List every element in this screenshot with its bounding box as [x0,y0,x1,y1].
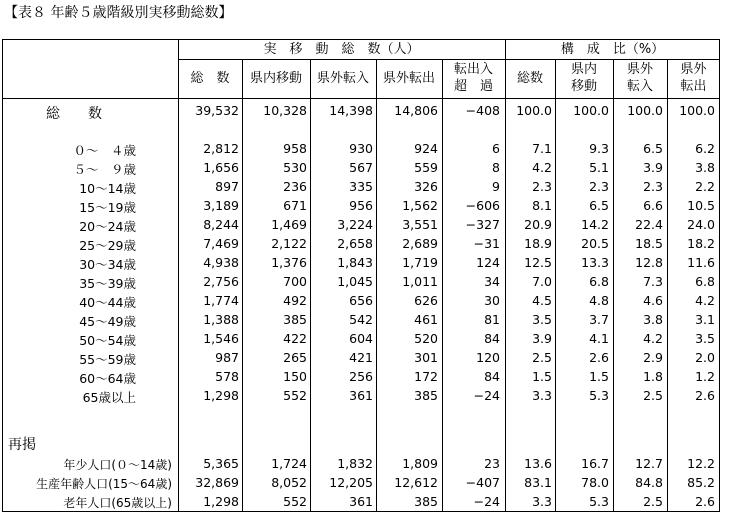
table-cell: −327 [465,217,500,232]
table-cell: 1,724 [271,456,307,471]
column-header-line: 転入 [626,79,653,94]
column-header-line: 県内 [570,62,597,77]
table-cell: 12.2 [687,456,715,471]
table-cell: 14,398 [329,103,373,118]
row-label-population-group: 生産年齢人口(15～64歳) [36,477,172,491]
row-label-age: 25～29歳 [79,238,136,253]
table-cell: 4.6 [643,293,663,308]
table-cell: 2.2 [695,179,715,194]
table-cell: 1.5 [532,369,552,384]
table-cell: 6.5 [589,198,609,213]
table-cell: 2.3 [643,179,663,194]
table-cell: 2.5 [643,494,663,509]
table-cell: 4,938 [203,255,239,270]
table-cell: 23 [484,456,500,471]
table-cell: 7.1 [532,141,552,156]
row-label-age: 10～14歳 [79,181,136,196]
table-cell: 10.5 [687,198,715,213]
table-cell: 385 [414,494,438,509]
table-cell: 1,656 [203,160,239,175]
table-cell: 150 [283,369,307,384]
table-cell: 3.9 [643,160,663,175]
table-cell: 626 [414,293,438,308]
table-cell: 2.6 [695,494,715,509]
table-cell: 6.2 [695,141,715,156]
table-cell: 5.1 [589,160,609,175]
table-cell: 6 [492,141,500,156]
table-cell: 361 [349,388,373,403]
table-cell: 4.1 [589,331,609,346]
table-cell: 22.4 [635,217,663,232]
table-cell: 2.3 [589,179,609,194]
header-group-movement: 実 移 動 総 数（人） [263,42,420,57]
table-cell: 4.2 [532,160,552,175]
table-cell: 124 [476,255,500,270]
table-cell: 1,562 [402,198,438,213]
table-cell: 8,244 [203,217,239,232]
table-cell: 3.8 [695,160,715,175]
table-cell: 958 [283,141,307,156]
table-cell: 552 [283,388,307,403]
table-cell: 2.9 [643,350,663,365]
header-group-divider [178,59,720,60]
table-cell: −606 [465,198,500,213]
table-cell: 8 [492,160,500,175]
table-cell: 2,756 [203,274,239,289]
table-cell: 2.6 [695,388,715,403]
table-cell: 1.5 [589,369,609,384]
table-cell: 2.3 [532,179,552,194]
header-bottom-divider [2,98,720,99]
table-cell: 8.1 [532,198,552,213]
table-cell: 20.9 [524,217,552,232]
table-cell: 16.7 [581,456,609,471]
table-cell: 5.3 [589,494,609,509]
table-cell: 14,806 [394,103,438,118]
table-cell: −24 [473,494,500,509]
table-cell: 3.5 [532,312,552,327]
table-cell: 326 [414,179,438,194]
table-cell: 1,388 [203,312,239,327]
table-cell: 924 [414,141,438,156]
table-cell: 2,812 [203,141,239,156]
table-cell: 256 [349,369,373,384]
table-cell: 100.0 [679,103,715,118]
table-cell: 1,719 [402,255,438,270]
table-cell: 335 [349,179,373,194]
column-header [613,61,667,95]
table-cell: −408 [465,103,500,118]
table-cell: 1,298 [203,388,239,403]
row-label-age: 65歳以上 [82,390,136,405]
table-cell: 301 [414,350,438,365]
row-label-age: 50～54歳 [79,333,136,348]
table-cell: 7.0 [532,274,552,289]
table-cell: 3.7 [589,312,609,327]
table-cell: 2,689 [402,236,438,251]
table-cell: 559 [414,160,438,175]
column-header: 県外転出 [382,71,435,86]
table-cell: 18.5 [635,236,663,251]
table-cell: 3.8 [643,312,663,327]
table-cell: 84 [484,369,500,384]
table-cell: 987 [215,350,239,365]
table-cell: 13.3 [581,255,609,270]
table-cell: 18.9 [524,236,552,251]
table-cell: 39,532 [195,103,239,118]
column-header [442,61,505,95]
row-label-age: 55～59歳 [79,352,136,367]
table-cell: 385 [414,388,438,403]
table-cell: 6.8 [695,274,715,289]
table-cell: 85.2 [687,475,715,490]
row-label-population-group: 年少人口(０～14歳) [63,458,172,472]
table-cell: 11.6 [687,255,715,270]
table-cell: 5,365 [203,456,239,471]
table-cell: 6.5 [643,141,663,156]
column-header-line: 転出入 [453,62,493,77]
table-cell: 492 [283,293,307,308]
table-title: 【表８ 年齢５歳階級別実移動総数】 [4,5,233,21]
table-cell: 10,328 [263,103,307,118]
table-cell: 2.5 [643,388,663,403]
table-cell: 567 [349,160,373,175]
table-cell: 3,224 [337,217,373,232]
table-cell: 461 [414,312,438,327]
row-label-age: ０～ ４歳 [73,143,136,158]
table-cell: 172 [414,369,438,384]
table-cell: 897 [215,179,239,194]
table-cell: 542 [349,312,373,327]
table-cell: 1,298 [203,494,239,509]
table-cell: 1,469 [271,217,307,232]
table-cell: 2,658 [337,236,373,251]
table-cell: 4.2 [643,331,663,346]
table-cell: 30 [484,293,500,308]
table-cell: 18.2 [687,236,715,251]
table-cell: 3.3 [532,494,552,509]
row-label-age: 20～24歳 [79,219,136,234]
table-cell: 6.6 [643,198,663,213]
table-cell: 4.5 [532,293,552,308]
row-label-age: 60～64歳 [79,371,136,386]
table-cell: 24.0 [687,217,715,232]
table-cell: 1,843 [337,255,373,270]
column-header-line: 転出 [680,79,707,94]
column-header: 総 数 [190,71,230,86]
table-cell: 81 [484,312,500,327]
table-cell: 5.3 [589,388,609,403]
table-cell: 1,011 [402,274,438,289]
table-cell: 13.6 [524,456,552,471]
column-header-line: 移動 [570,79,597,94]
table-cell: 1,809 [402,456,438,471]
table-cell: 421 [349,350,373,365]
row-label-total: 総 数 [46,106,102,122]
row-label-population-group: 老年人口(65歳以上) [63,496,172,510]
table-cell: 4.2 [695,293,715,308]
table-cell: 671 [283,198,307,213]
table-cell: 700 [283,274,307,289]
table-cell: 83.1 [524,475,552,490]
column-header: 県外転入 [316,71,369,86]
column-header-line: 超 過 [453,79,493,94]
table-cell: 84 [484,331,500,346]
table-cell: 3.9 [532,331,552,346]
table-cell: 7.3 [643,274,663,289]
table-cell: 32,869 [195,475,239,490]
table-cell: 2.0 [695,350,715,365]
table-cell: 552 [283,494,307,509]
row-label-age: 35～39歳 [79,276,136,291]
table-cell: 12.7 [635,456,663,471]
table-cell: 12,205 [329,475,373,490]
table-cell: 604 [349,331,373,346]
row-label-age: ５～ ９歳 [73,162,136,177]
row-label-age: 45～49歳 [79,314,136,329]
row-label-age: 15～19歳 [79,200,136,215]
table-cell: 236 [283,179,307,194]
table-cell: 12.8 [635,255,663,270]
table-cell: 956 [349,198,373,213]
section-heading-restated: 再掲 [8,437,36,453]
table-cell: 9 [492,179,500,194]
table-cell: 385 [283,312,307,327]
table-cell: 3.5 [695,331,715,346]
column-header: 県内移動 [249,71,302,86]
table-cell: 265 [283,350,307,365]
table-cell: −24 [473,388,500,403]
table-cell: 1.2 [695,369,715,384]
table-cell: 6.8 [589,274,609,289]
table-cell: 1,045 [337,274,373,289]
header-group-ratio: 構 成 比（%） [560,42,665,57]
table-cell: 9.3 [589,141,609,156]
table-cell: 3.3 [532,388,552,403]
table-cell: 3.1 [695,312,715,327]
table-cell: 656 [349,293,373,308]
table-cell: 100.0 [627,103,663,118]
table-cell: −407 [465,475,500,490]
column-header-line: 県外 [626,62,653,77]
table-cell: 12.5 [524,255,552,270]
table-cell: 578 [215,369,239,384]
table-cell: 8,052 [271,475,307,490]
table-cell: 2.5 [532,350,552,365]
table-cell: 1,774 [203,293,239,308]
table-cell: 530 [283,160,307,175]
table-cell: 7,469 [203,236,239,251]
table-cell: 930 [349,141,373,156]
table-cell: 78.0 [581,475,609,490]
table-cell: 84.8 [635,475,663,490]
row-label-age: 40～44歳 [79,295,136,310]
table-cell: 422 [283,331,307,346]
table-cell: 1,832 [337,456,373,471]
table-cell: 4.8 [589,293,609,308]
table-cell: 3,189 [203,198,239,213]
row-label-age: 30～34歳 [79,257,136,272]
table-cell: 14.2 [581,217,609,232]
table-cell: 12,612 [394,475,438,490]
table-cell: 34 [484,274,500,289]
table-cell: 120 [476,350,500,365]
table-cell: 2,122 [271,236,307,251]
table-cell: 20.5 [581,236,609,251]
table-cell: −31 [473,236,500,251]
column-header [555,61,613,95]
table-cell: 1,376 [271,255,307,270]
column-header: 総数 [516,71,543,86]
table-cell: 520 [414,331,438,346]
table-cell: 361 [349,494,373,509]
column-header [667,61,720,95]
table-cell: 1.8 [643,369,663,384]
table-cell: 1,546 [203,331,239,346]
table-cell: 2.6 [589,350,609,365]
table-cell: 3,551 [402,217,438,232]
column-header-line: 県外 [680,62,707,77]
table-cell: 100.0 [573,103,609,118]
table-cell: 100.0 [516,103,552,118]
